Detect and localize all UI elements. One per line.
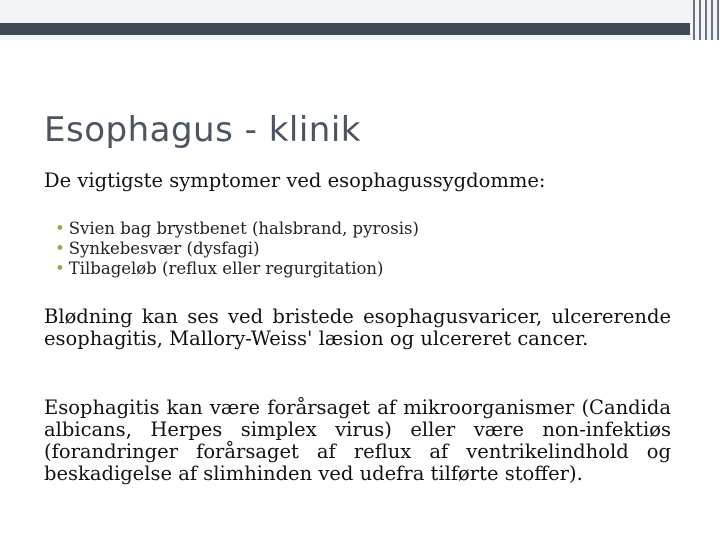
symptom-list	[55, 219, 419, 279]
header-stripe	[699, 0, 701, 40]
header-stripe	[717, 0, 719, 40]
header-stripe	[711, 0, 713, 40]
header-band-dark	[0, 23, 690, 35]
bullet-dot-icon: •	[55, 259, 65, 278]
list-item-text: Synkebesvær (dysfagi)	[68, 239, 260, 258]
paragraph-esophagitis: Esophagitis kan være forårsaget af mikroorganismer (Candida albicans, Herpes simplex virus) eller være non-infektiøs (forandringer forårsaget af reflux af ventrikelindhold og beskadigelse af slimhinden ved udefra tilførte stoffer).	[44, 396, 671, 485]
slide-title: Esophagus - klinik	[44, 110, 361, 150]
list-item-text: Svien bag brystbenet (halsbrand, pyrosis)	[68, 219, 419, 238]
header-stripe	[693, 0, 695, 40]
list-item	[55, 239, 419, 259]
bullet-dot-icon: •	[55, 239, 65, 258]
header-stripe	[705, 0, 707, 40]
intro-text: De vigtigste symptomer ved esophagussygdomme:	[44, 169, 546, 192]
bullet-dot-icon: •	[55, 219, 65, 238]
paragraph-bleeding: Blødning kan ses ved bristede esophagusvaricer, ulcererende esophagitis, Mallory-Weiss' læsion og ulcereret cancer.	[44, 305, 671, 350]
list-item	[55, 259, 419, 279]
list-item	[55, 219, 419, 239]
list-item-text: Tilbageløb (reflux eller regurgitation)	[68, 259, 384, 278]
